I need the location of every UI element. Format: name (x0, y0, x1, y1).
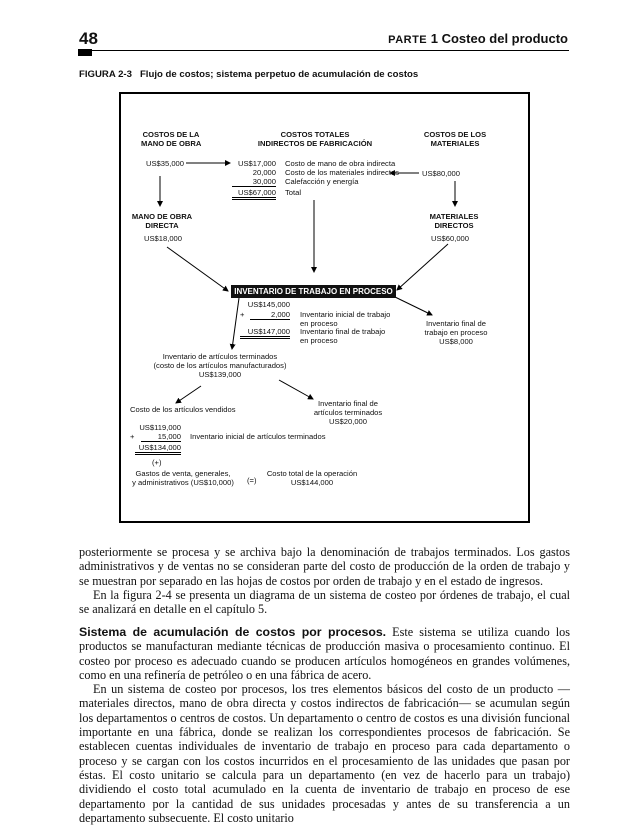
wip-amount-1: US$145,000 (247, 300, 290, 309)
body-text-top (79, 545, 570, 616)
wip-label-2: Inventario inicial de trabajo en proceso (300, 310, 391, 328)
overhead-total-label: Total (285, 188, 302, 197)
paragraph-2: En la figura 2-4 se presenta un diagrama de un sistema de costeo por órdenes de trabajo, el cual se analizará en detalle en el capítulo 5. (79, 587, 570, 617)
figure-caption: FIGURA 2-3 Flujo de costos; sistema perpetuo de acumulación de costos (79, 69, 419, 80)
finished-goods: Inventario de artículos terminados (costo de los artículos manufacturados) US$139,000 (153, 352, 287, 379)
labor-costs-title: COSTOS DE LA MANO DE OBRA (141, 130, 202, 148)
page-number: 48 (79, 29, 98, 48)
direct-materials-title: MATERIALES DIRECTOS (429, 212, 479, 230)
overhead-amount-2: 20,000 (252, 168, 276, 177)
overhead-costs-title: COSTOS TOTALES INDIRECTOS DE FABRICACIÓN (257, 130, 373, 148)
cogs-label-2: Inventario inicial de artículos terminados (190, 432, 326, 441)
overhead-amount-3: 30,000 (232, 177, 276, 187)
cogs-amount-2: 15,000 (141, 432, 181, 442)
paragraph-3 (79, 625, 570, 682)
cogs-plus: + (130, 432, 135, 441)
total-operation-cost: Costo total de la operación US$144,000 (266, 469, 358, 487)
ending-finished-goods: Inventario final de artículos terminados US$20,000 (313, 399, 383, 426)
direct-labor-title: MANO DE OBRA DIRECTA (131, 212, 193, 230)
wip-amount-2: 2,000 (250, 310, 290, 320)
wip-banner: INVENTARIO DE TRABAJO EN PROCESO (231, 285, 396, 298)
wip-total-label: Inventario final de trabajo en proceso (300, 327, 386, 345)
wip-plus: + (240, 310, 245, 319)
direct-labor-amount: US$18,000 (144, 234, 182, 243)
body-text-section (79, 625, 570, 825)
overhead-total-amount: US$67,000 (232, 188, 276, 200)
direct-materials-amount: US$60,000 (431, 234, 469, 243)
ending-wip: Inventario final de trabajo en proceso US$8,000 (424, 319, 488, 346)
materials-amount: US$80,000 (422, 169, 460, 178)
labor-amount: US$35,000 (146, 159, 184, 168)
paragraph-1: posteriormente se procesa y se archiva bajo la denominación de trabajos terminados. Los gastos administrativos y de ventas no se consideran parte del costo de producción de la orden de trabajo y se muestran por separado en las hojas de costos por orden de trabajo y en el estado de ingresos. (79, 545, 570, 588)
cogs-label: Costo de los artículos vendidos (130, 405, 236, 414)
overhead-label-3: Calefacción y energía (285, 177, 359, 186)
paragraph-4: En un sistema de costeo por procesos, los tres elementos básicos del costo de un producto —materiales directos, mano de obra directa y costos indirectos de fabricación— se acumulan según los departamentos o centros de costos. Un departamento o centro de costos es una división funcional importante en una fábrica, donde se realizan los correspondientes procesos de fabricación. Se establecen cuentas individuales de inventario de trabajo en proceso para cada departamento o proceso y se cargan con los costos incurridos en el procesamiento de las unidades que pasan por éstas. El costo unitario se calcula para un departamento (en vez de hacerlo para un trabajo) dividiendo el costo total acumulado en la cuenta de inventario de trabajo en proceso de ese departamento por la cantidad de sus unidades procesadas y antes de su transferencia a un departamento subsecuente. El costo unitario (79, 682, 570, 825)
overhead-amount-1: US$17,000 (238, 159, 276, 168)
overhead-label-2: Costo de los materiales indirectos (285, 168, 399, 177)
paragraph-3-text: Este sistema se utiliza cuando los productos se manufacturan mediante técnicas de producción masiva o procesamiento continuo. El costeo por proceso es adecuado cuando se producen artículos homogéneos en grandes volúmenes, como en una refinería de petróleo o en una fábrica de acero. (79, 625, 570, 682)
part-rest: 1 Costeo del producto (430, 31, 568, 46)
plus-paren: (+) (152, 458, 162, 467)
cogs-total: US$134,000 (135, 443, 181, 455)
part-word: PARTE (388, 34, 428, 46)
wip-total: US$147,000 (240, 327, 290, 339)
section-heading: Sistema de acumulación de costos por procesos. (79, 625, 387, 639)
selling-expenses: Gastos de venta, generales, y administrativos (US$10,000) (132, 469, 234, 487)
equals-paren: (=) (247, 476, 257, 485)
overhead-label-1: Costo de mano de obra indirecta (285, 159, 396, 168)
cogs-amount-1: US$119,000 (139, 423, 181, 432)
materials-costs-title: COSTOS DE LOS MATERIALES (423, 130, 487, 148)
